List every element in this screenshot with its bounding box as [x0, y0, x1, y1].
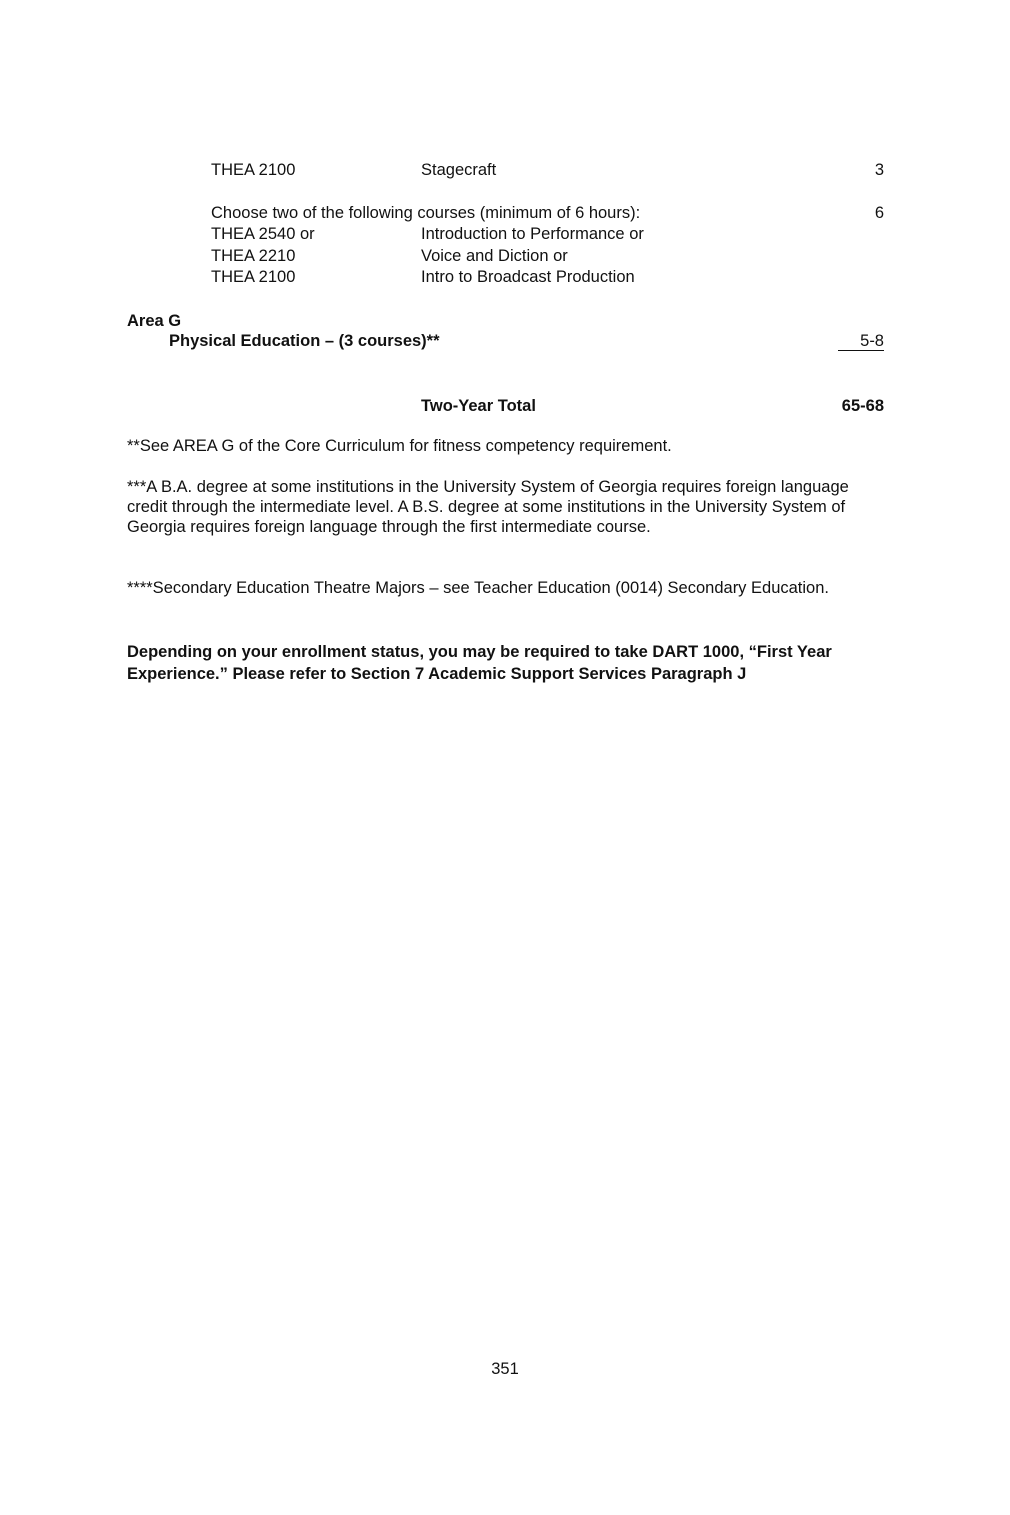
option-title: Intro to Broadcast Production	[421, 268, 635, 286]
note-enrollment: Depending on your enrollment status, you may be required to take DART 1000, “First Year Experience.” Please refer to Section 7 Academic Support Services Paragraph J	[127, 643, 832, 683]
option-title: Introduction to Performance or	[421, 225, 644, 243]
note-language: ***A B.A. degree at some institutions in the University System of Georgia requires foreign language credit through the intermediate level. A B.S. degree at some institutions in the University System of Georgia requires foreign language through the first intermediate course.	[127, 478, 849, 536]
choose-instruction: Choose two of the following courses (minimum of 6 hours):	[211, 204, 641, 222]
course-title: Stagecraft	[421, 161, 497, 179]
note-fitness: **See AREA G of the Core Curriculum for fitness competency requirement.	[127, 437, 672, 455]
total-label: Two-Year Total	[421, 397, 536, 415]
choose-hours: 6	[874, 204, 884, 222]
option-code: THEA 2210	[211, 247, 296, 265]
area-g-hours: 5-8	[838, 332, 884, 351]
area-g-heading: Area G	[127, 312, 182, 330]
course-hours: 3	[874, 161, 884, 179]
area-g-item: Physical Education – (3 courses)**	[169, 332, 440, 350]
note-secondary: ****Secondary Education Theatre Majors – see Teacher Education (0014) Secondary Education.	[127, 579, 829, 597]
total-hours: 65-68	[841, 397, 884, 415]
page-number: 351	[491, 1360, 519, 1378]
option-code: THEA 2100	[211, 268, 296, 286]
course-code: THEA 2100	[211, 161, 296, 179]
area-g-hours-wrap	[838, 331, 884, 351]
option-code: THEA 2540 or	[211, 225, 315, 243]
option-title: Voice and Diction or	[421, 247, 568, 265]
